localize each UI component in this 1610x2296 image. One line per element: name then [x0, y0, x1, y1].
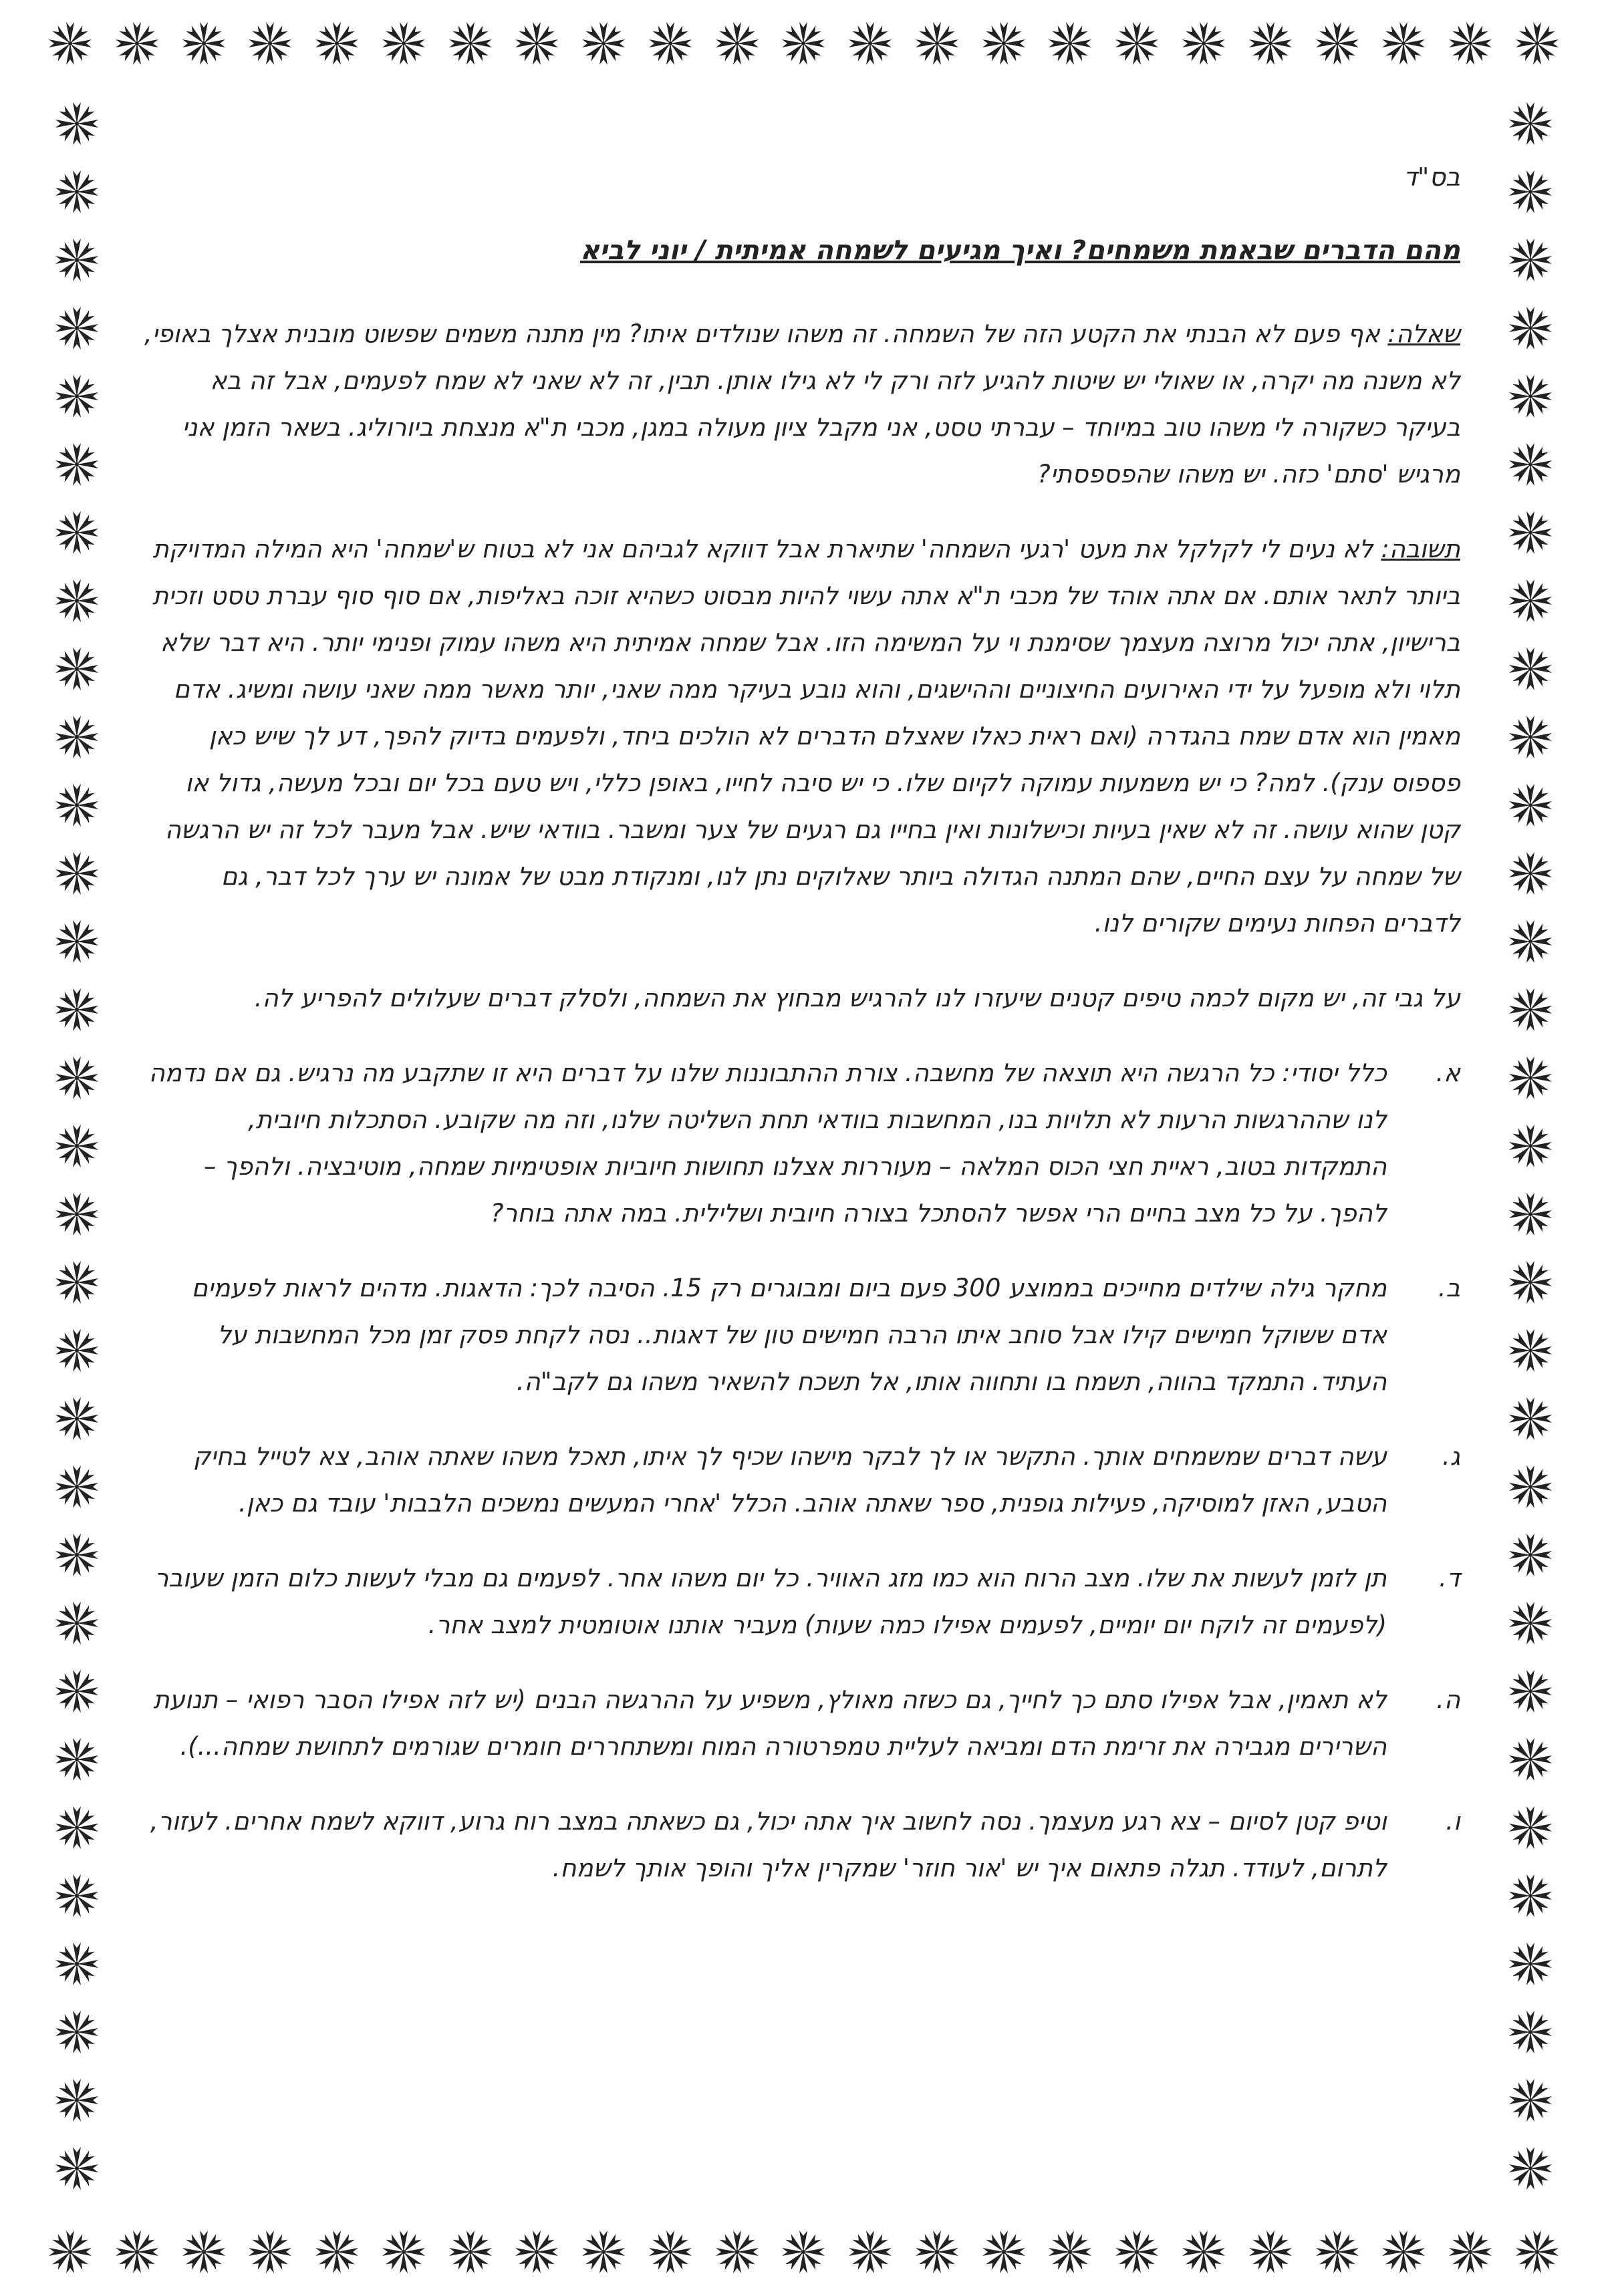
asterisk-flower-icon	[1507, 1941, 1554, 1987]
tip-marker: ב.	[1438, 1274, 1460, 1302]
asterisk-flower-icon	[1507, 100, 1554, 147]
asterisk-flower-icon	[1507, 1054, 1554, 1101]
asterisk-flower-icon	[1507, 2077, 1554, 2124]
asterisk-flower-icon	[53, 168, 100, 215]
asterisk-flower-icon	[914, 2229, 960, 2275]
asterisk-flower-icon	[1507, 918, 1554, 965]
asterisk-flower-icon	[53, 237, 100, 283]
asterisk-flower-icon	[53, 305, 100, 351]
asterisk-flower-icon	[1113, 2229, 1160, 2275]
asterisk-flower-icon	[1507, 509, 1554, 556]
bsd-header: בס"ד	[1403, 162, 1460, 192]
asterisk-flower-icon	[180, 2229, 227, 2275]
page-title: מהם הדברים שבאמת משמחים? ואיך מגיעים לשמחה אמיתית / יוני לביא	[580, 235, 1460, 266]
asterisk-flower-icon	[1507, 237, 1554, 283]
asterisk-flower-icon	[53, 1941, 100, 1987]
asterisk-flower-icon	[380, 20, 427, 67]
asterisk-flower-icon	[1507, 577, 1554, 624]
asterisk-flower-icon	[53, 1872, 100, 1919]
asterisk-flower-icon	[53, 1259, 100, 1306]
asterisk-flower-icon	[1507, 1395, 1554, 1442]
asterisk-flower-icon	[53, 1532, 100, 1578]
asterisk-flower-icon	[1314, 2229, 1361, 2275]
asterisk-flower-icon	[380, 2229, 427, 2275]
asterisk-flower-icon	[1507, 373, 1554, 420]
asterisk-flower-icon	[1507, 1804, 1554, 1851]
tip-text: לא תאמין, אבל אפילו סתם כך לחייך, גם כשזה מאולץ, משפיע על ההרגשה הבנים (יש לזה אפילו הסבר רפואי – תנועת השרירים מגבירה את זרימת הדם ומביאה לעליית טמפרטורה המוח ומשתחררים חומרים שגורמים לתחושת שמחה...).	[153, 1685, 1387, 1761]
asterisk-flower-icon	[53, 1327, 100, 1374]
asterisk-flower-icon	[114, 2229, 160, 2275]
asterisk-flower-icon	[1507, 1463, 1554, 1510]
asterisk-flower-icon	[580, 2229, 627, 2275]
asterisk-flower-icon	[1507, 1872, 1554, 1919]
asterisk-flower-icon	[1180, 2229, 1227, 2275]
question-paragraph	[144, 311, 1460, 498]
asterisk-flower-icon	[1047, 2229, 1093, 2275]
tip-text: עשה דברים שמשמחים אותך. התקשר או לך לבקר מישהו שכיף לך איתו, תאכל משהו שאתה אוהב, צא לטייל בחיק הטבע, האזן למוסיקה, פעילות גופנית, ספר שאתה אוהב. הכלל 'אחרי המעשים נמשכים הלבבות' עובד גם כאן.	[193, 1442, 1387, 1518]
asterisk-flower-icon	[1507, 1736, 1554, 1783]
asterisk-flower-icon	[313, 2229, 360, 2275]
asterisk-flower-icon	[1507, 441, 1554, 488]
asterisk-flower-icon	[53, 373, 100, 420]
tips-intro: על גבי זה, יש מקום לכמה טיפים קטנים שיעזרו לנו להרגיש מבחוץ את השמחה, ולסלק דברים שעלולים להפריע לה.	[254, 984, 1460, 1012]
asterisk-flower-icon	[1507, 1600, 1554, 1646]
asterisk-flower-icon	[1507, 714, 1554, 760]
asterisk-flower-icon	[580, 20, 627, 67]
asterisk-flower-icon	[1247, 2229, 1294, 2275]
asterisk-flower-icon	[1507, 850, 1554, 897]
asterisk-flower-icon	[847, 2229, 894, 2275]
asterisk-flower-icon	[247, 20, 293, 67]
asterisk-flower-icon	[53, 1736, 100, 1783]
asterisk-flower-icon	[1507, 168, 1554, 215]
asterisk-flower-icon	[714, 2229, 761, 2275]
asterisk-flower-icon	[53, 918, 100, 965]
asterisk-flower-icon	[53, 441, 100, 488]
tip-text: כלל יסודי: כל הרגשה היא תוצאה של מחשבה. צורת ההתבוננות שלנו על דברים היא זו שתקבע מה נרגיש. גם אם נדמה לנו שההרגשות הרעות לא תלויות בנו, המחשבות בוודאי תחת השליטה שלנו, וזה מה שקובע. הסתכלות חיובית, התמקדות בטוב, ראיית חצי הכוס המלאה – מעוררות אצלנו תחושות חיוביות אופטימיות שמחה, מוטיבציה. ולהפך – להפך. על כל מצב בחיים הרי אפשר להסתכל בצורה חיובית ושלילית. במה אתה בוחר?	[148, 1058, 1387, 1228]
asterisk-flower-icon	[513, 2229, 560, 2275]
question-label: שאלה:	[1387, 319, 1460, 348]
asterisk-flower-icon	[1507, 986, 1554, 1033]
border-bottom	[47, 2222, 1561, 2282]
asterisk-flower-icon	[980, 20, 1027, 67]
asterisk-flower-icon	[53, 100, 100, 147]
asterisk-flower-icon	[53, 2009, 100, 2055]
asterisk-flower-icon	[53, 1668, 100, 1715]
tip-item	[144, 1050, 1460, 1237]
asterisk-flower-icon	[53, 1463, 100, 1510]
asterisk-flower-icon	[1507, 1123, 1554, 1169]
asterisk-flower-icon	[914, 20, 960, 67]
asterisk-flower-icon	[1180, 20, 1227, 67]
asterisk-flower-icon	[980, 2229, 1027, 2275]
asterisk-flower-icon	[1507, 782, 1554, 829]
asterisk-flower-icon	[47, 20, 94, 67]
answer-paragraph	[144, 526, 1460, 947]
asterisk-flower-icon	[114, 20, 160, 67]
asterisk-flower-icon	[1507, 1327, 1554, 1374]
asterisk-flower-icon	[647, 20, 694, 67]
tip-item	[144, 1433, 1460, 1527]
tip-item	[144, 1555, 1460, 1648]
asterisk-flower-icon	[53, 1191, 100, 1238]
asterisk-flower-icon	[53, 2077, 100, 2124]
asterisk-flower-icon	[53, 714, 100, 760]
asterisk-flower-icon	[53, 577, 100, 624]
asterisk-flower-icon	[1447, 2229, 1494, 2275]
asterisk-flower-icon	[313, 20, 360, 67]
document-body	[144, 154, 1460, 2145]
tip-text: מחקר גילה שילדים מחייכים בממוצע 300 פעם ביום ומבוגרים רק 15. הסיבה לכך: הדאגות. מדהים לראות לפעמים אדם ששוקל חמישים קילו אבל סוחב איתו הרבה חמישים טון של דאגות.. נסה לקחת פסק זמן מכל המחשבות על העתיד. התמקד בהווה, תשמח בו ותחווה אותו, אל תשכח להשאיר משהו גם לקב"ה.	[191, 1274, 1387, 1396]
asterisk-flower-icon	[780, 2229, 827, 2275]
asterisk-flower-icon	[1507, 645, 1554, 692]
asterisk-flower-icon	[447, 2229, 494, 2275]
asterisk-flower-icon	[1314, 20, 1361, 67]
asterisk-flower-icon	[780, 20, 827, 67]
asterisk-flower-icon	[53, 509, 100, 556]
asterisk-flower-icon	[53, 1123, 100, 1169]
asterisk-flower-icon	[1507, 305, 1554, 351]
asterisk-flower-icon	[53, 850, 100, 897]
asterisk-flower-icon	[847, 20, 894, 67]
tip-item	[144, 1677, 1460, 1770]
tip-item	[144, 1798, 1460, 1892]
asterisk-flower-icon	[1380, 20, 1427, 67]
asterisk-flower-icon	[53, 1395, 100, 1442]
asterisk-flower-icon	[1507, 1668, 1554, 1715]
tip-marker: ה.	[1436, 1685, 1460, 1714]
border-right	[1500, 100, 1561, 2192]
asterisk-flower-icon	[180, 20, 227, 67]
asterisk-flower-icon	[47, 2229, 94, 2275]
asterisk-flower-icon	[513, 20, 560, 67]
asterisk-flower-icon	[1514, 2229, 1561, 2275]
answer-text: לא נעים לי לקלקל את מעט 'רגעי השמחה' שתיארת אבל דווקא לגביהם אני לא בטוח ש'שמחה' היא המילה המדויקת ביותר לתאר אותם. אם אתה אוהד של מכבי ת"א אתה עשוי להיות מבסוט כשהיא זוכה באליפות, אם סוף סוף עברת טסט וזכית ברישיון, אתה יכול מרוצה מעצמך שסימנת וי על המשימה הזו. אבל שמחה אמיתית היא משהו עמוק ופנימי יותר. היא דבר שלא תלוי ולא מופעל על ידי האירועים החיצוניים וההישגים, והוא נובע בעיקר ממה שאני, יותר מאשר ממה שאני עושה ומשיג. אדם מאמין הוא אדם שמח בהגדרה (ואם ראית כאלו שאצלם הדברים לא הולכים ביחד, ולפעמים בדיוק להפך, דע לך שיש כאן פספוס ענק). למה? כי יש משמעות עמוקה לקיום שלו. כי יש סיבה לחייו, באופן כללי, ויש טעם בכל יום ובכל מעשה, גדול או קטן שהוא עושה. זה לא שאין בעיות וכישלונות ואין בחייו גם רגעים של צער ומשבר. בוודאי שיש. אבל מעבר לכל זה יש הרגשה של שמחה על עצם החיים, שהם המתנה הגדולה ביותר שאלוקים נתן לנו, ומנקודת מבט של אמונה יש ערך לכל דבר, גם לדברים הפחות נעימים שקורים לנו.	[152, 535, 1460, 938]
asterisk-flower-icon	[1507, 2009, 1554, 2055]
asterisk-flower-icon	[53, 2145, 100, 2192]
asterisk-flower-icon	[1047, 20, 1093, 67]
tip-item	[144, 1265, 1460, 1405]
asterisk-flower-icon	[53, 1054, 100, 1101]
asterisk-flower-icon	[1507, 2145, 1554, 2192]
asterisk-flower-icon	[1507, 1191, 1554, 1238]
asterisk-flower-icon	[247, 2229, 293, 2275]
asterisk-flower-icon	[53, 1804, 100, 1851]
asterisk-flower-icon	[53, 986, 100, 1033]
border-left	[47, 100, 107, 2192]
asterisk-flower-icon	[1507, 1259, 1554, 1306]
asterisk-flower-icon	[53, 645, 100, 692]
asterisk-flower-icon	[447, 20, 494, 67]
answer-label: תשובה:	[1381, 535, 1460, 563]
asterisk-flower-icon	[1247, 20, 1294, 67]
asterisk-flower-icon	[1113, 20, 1160, 67]
tip-marker: ו.	[1446, 1807, 1460, 1836]
border-top	[47, 13, 1561, 74]
asterisk-flower-icon	[53, 782, 100, 829]
asterisk-flower-icon	[1514, 20, 1561, 67]
asterisk-flower-icon	[1507, 1532, 1554, 1578]
asterisk-flower-icon	[714, 20, 761, 67]
tip-text: וטיפ קטן לסיום – צא רגע מעצמך. נסה לחשוב איך אתה יכול, גם כשאתה במצב רוח גרוע, דווקא לשמח אחרים. לעזור, לתרום, לעודד. תגלה פתאום איך יש 'אור חוזר' שמקרין אליך והופך אותך לשמח.	[150, 1807, 1387, 1882]
tip-marker: א.	[1436, 1058, 1460, 1087]
asterisk-flower-icon	[53, 1600, 100, 1646]
tip-text: תן לזמן לעשות את שלו. מצב הרוח הוא כמו מזג האוויר. כל יום משהו אחר. לפעמים גם מבלי לעשות כלום הזמן שעובר (לפעמים זה לוקח יום יומיים, לפעמים אפילו כמה שעות) מעביר אותנו אוטומטית למצב אחר.	[154, 1564, 1387, 1639]
asterisk-flower-icon	[1447, 20, 1494, 67]
tip-marker: ג.	[1442, 1442, 1460, 1471]
tip-marker: ד.	[1439, 1564, 1460, 1592]
question-text: אף פעם לא הבנתי את הקטע הזה של השמחה. זה משהו שנולדים איתו? מין מתנה משמים שפשוט מובנית אצלך באופי, לא משנה מה יקרה, או שאולי יש שיטות להגיע לזה ורק לי לא גילו אותן. תבין, זה לא שאני לא שמח לפעמים, אבל זה בא בעיקר כשקורה לי משהו טוב במיוחד – עברתי טסט, אני מקבל ציון מעולה במגן, מכבי ת"א מנצחת ביורוליג. בשאר הזמן אני מרגיש 'סתם' כזה. יש משהו שהפספסתי?	[144, 319, 1460, 488]
asterisk-flower-icon	[647, 2229, 694, 2275]
asterisk-flower-icon	[1380, 2229, 1427, 2275]
